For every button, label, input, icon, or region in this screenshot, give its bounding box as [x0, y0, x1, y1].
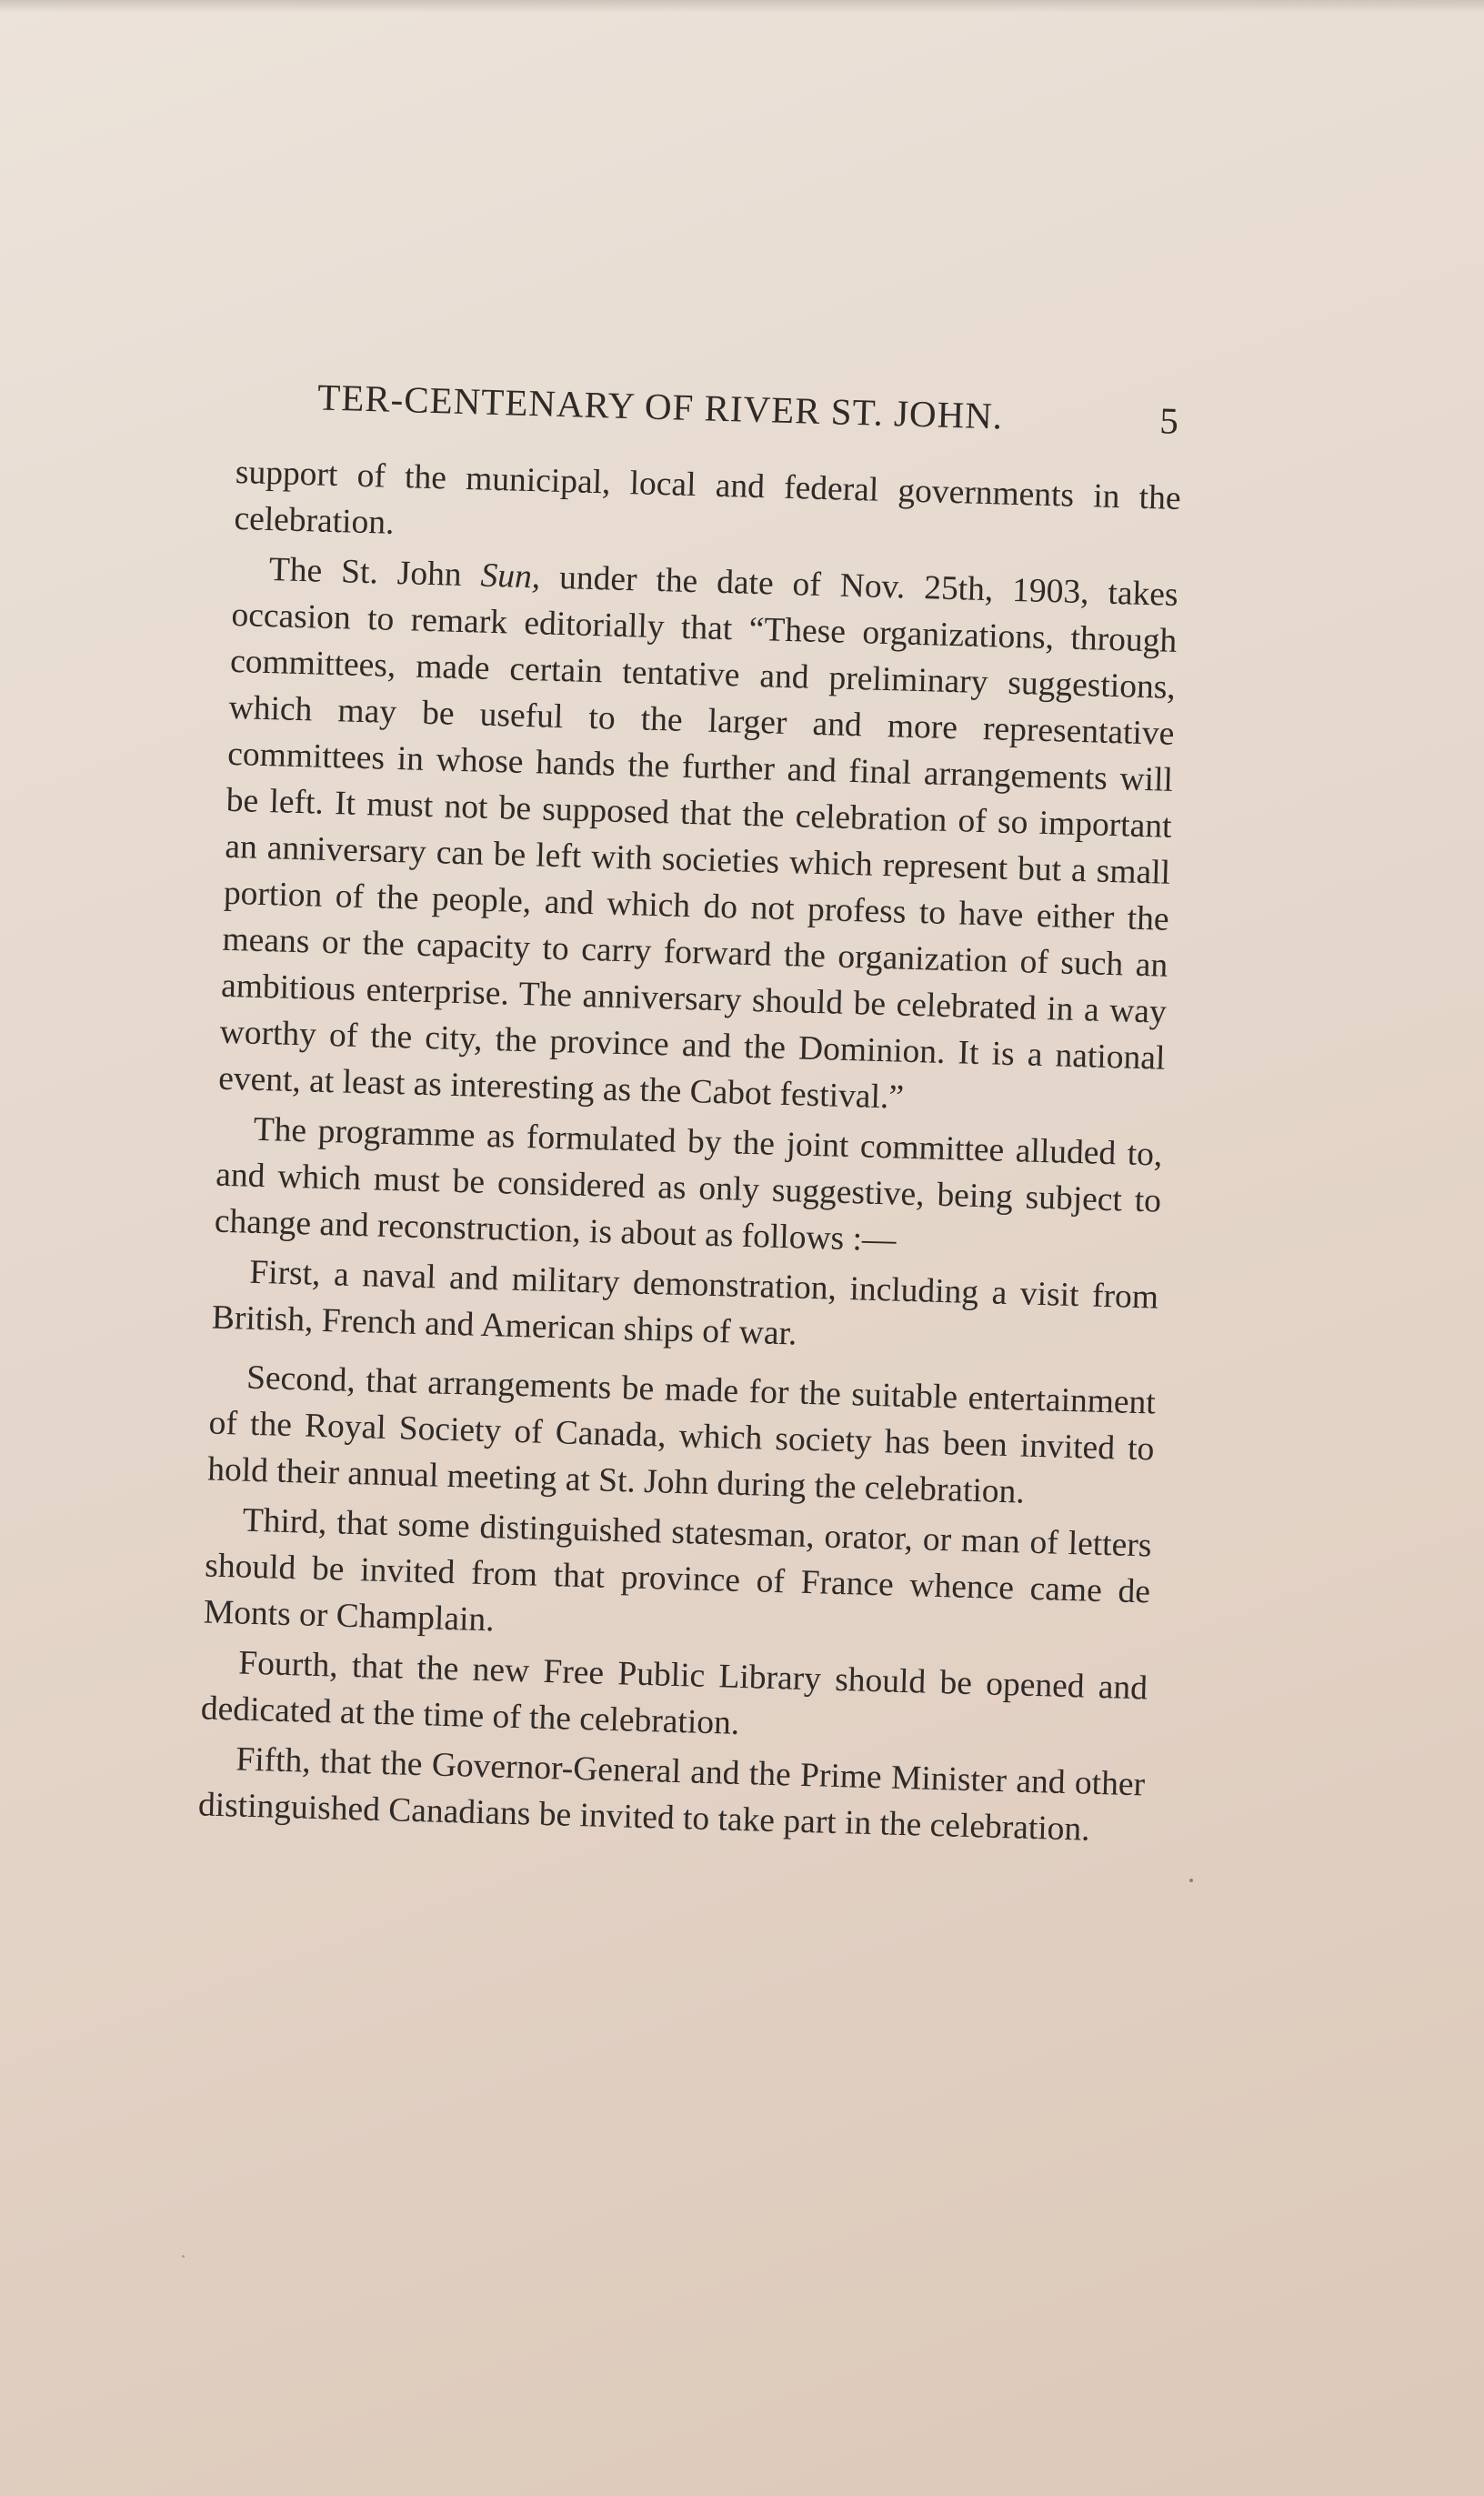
paragraph-sun-quote	[218, 546, 1179, 1128]
newspaper-title: Sun,	[480, 556, 541, 596]
page-top-edge	[0, 0, 1484, 13]
book-page	[197, 373, 1183, 1858]
programme-item-first: First, a naval and military demonstration, including a visit from British, French and American ships of war.	[211, 1253, 1159, 1353]
programme-item-second: Second, that arrangements be made for the suitable entertainment of the Royal Society of Canada, which society has been invited to hold their annual meeting at St. John during the celebration.	[206, 1358, 1157, 1511]
running-title: TER-CENTENARY OF RIVER ST. JOHN.	[316, 376, 1004, 437]
paragraph-continuation: support of the municipal, local and federal governments in the celebration.	[233, 453, 1182, 542]
page-number: 5	[1158, 399, 1180, 442]
paper-speck	[182, 2255, 185, 2258]
paragraph-programme: The programme as formulated by the joint committee alluded to, and which must be considered as only suggestive, being subject to change and reconstruction, is about as follows :—	[214, 1110, 1163, 1259]
programme-item-third: Third, that some distinguished statesman, orator, or man of letters should be invited from that province of France whence came de Monts or Champlain.	[203, 1501, 1152, 1639]
running-head	[317, 375, 1184, 443]
paper-speck	[1189, 1879, 1193, 1882]
paragraph-sun-quote-lead: The St. John	[268, 551, 482, 595]
body-text	[197, 449, 1181, 1854]
paragraph-sun-quote-rest: under the date of Nov. 25th, 1903, takes occasion to remark editorially that “These organizations, through committees, made certain tentative and preliminary suggestions, which may be useful to the larger and more representative committees in whose hands the further and final arrangements will be left. It must not be supposed that the celebration of so important an anniversary can be left with societies which represent but a small portion of the people, and which do not profess to have either the means or the capacity to carry forward the organization of such an ambitious enterprise. The anniversary should be celebrated in a way worthy of the city, the province and the Dominion. It is a national event, at least as interesting as the Cabot festival.”	[217, 558, 1179, 1117]
programme-item-fourth: Fourth, that the new Free Public Library should be opened and dedicated at the time of the celebration.	[200, 1644, 1148, 1742]
programme-item-fifth: Fifth, that the Governor-General and the Prime Minister and other distinguished Canadians be invited to take part in the celebration.	[197, 1740, 1146, 1849]
